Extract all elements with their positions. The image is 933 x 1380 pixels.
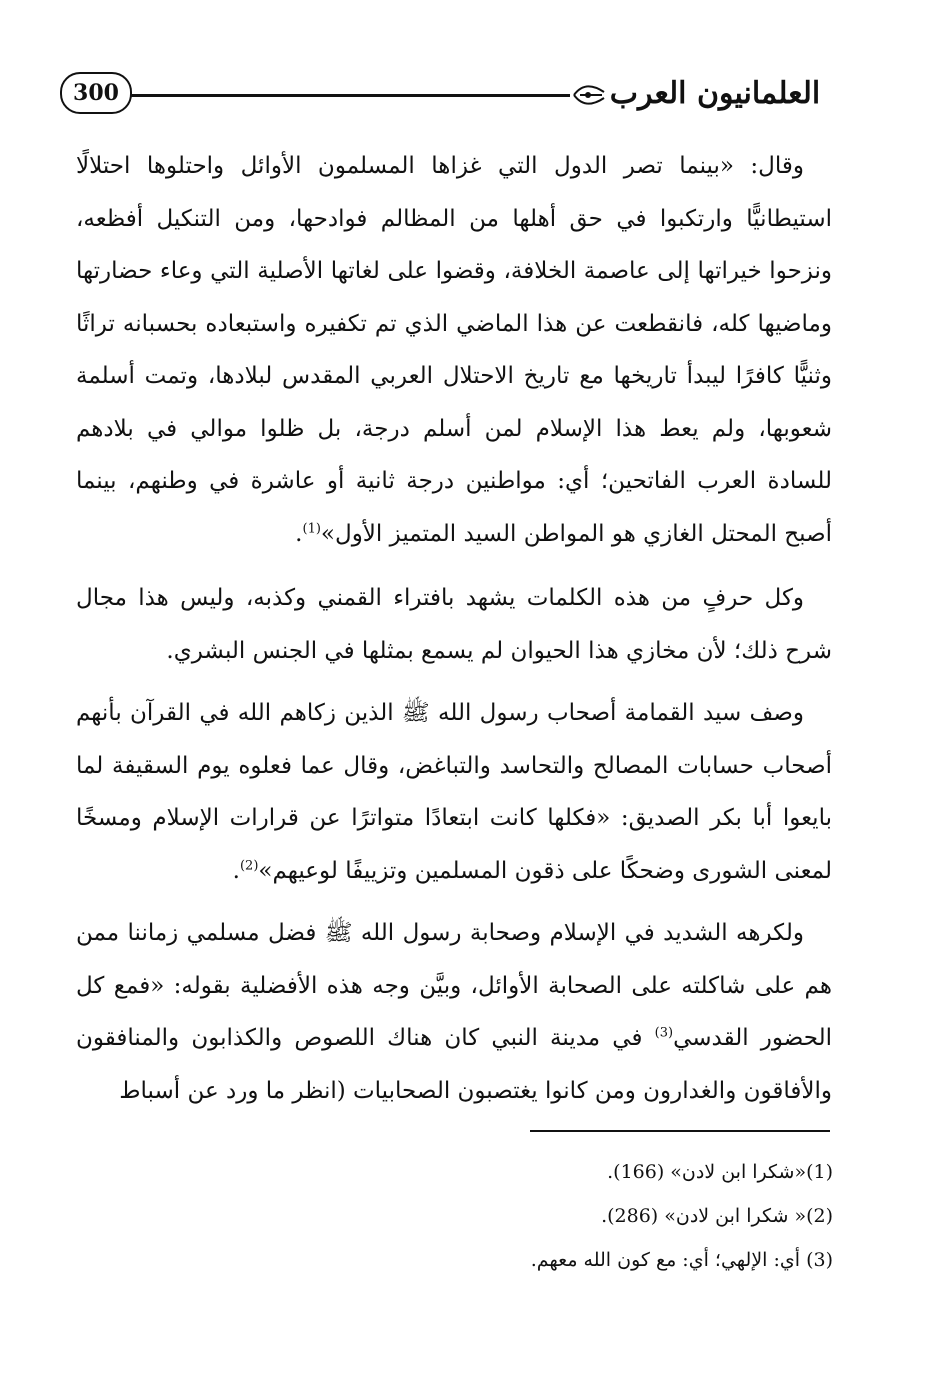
footnote: (1)«شكرا ابن لادن» (166). xyxy=(607,1161,833,1183)
book-title: العلمانيون العرب xyxy=(609,76,821,111)
page-header xyxy=(60,66,830,126)
paragraph-text: وكل حرفٍ من هذه الكلمات يشهد بافتراء القمني وكذبه، وليس هذا مجال شرح ذلك؛ لأن مخازي هذا الحيوان لم يسمع بمثلها في الجنس البشري. xyxy=(76,585,832,664)
header-rule xyxy=(130,94,570,97)
paragraph xyxy=(76,907,832,1117)
paragraph xyxy=(76,572,832,677)
paragraph-end: في مدينة النبي كان هناك اللصوص والكذابون والمنافقون والأفاقون والغدارون ومن كانوا يغتصبون الصحابيات (انظر ما ورد عن أسباط xyxy=(76,1025,832,1104)
main-text xyxy=(76,140,832,1117)
paragraph xyxy=(76,687,832,897)
paragraph-text: ولكرهه الشديد في الإسلام وصحابة رسول الله ﷺ فضل مسلمي زماننا ممن هم على شاكلته على الصحابة الأوائل، وبيَّن وجه هذه الأفضلية بقوله: «فمع كل الحضور القدسي xyxy=(76,920,832,1051)
page-number: 300 xyxy=(60,72,132,114)
paragraph-end: . xyxy=(232,857,240,884)
footnote-ref: (1) xyxy=(302,520,321,536)
footnote-ref: (3) xyxy=(654,1025,674,1041)
paragraph-end: . xyxy=(295,520,303,547)
footnote: (3) أي: الإلهي؛ أي: مع كون الله معهم. xyxy=(530,1249,833,1271)
footnote-separator xyxy=(530,1130,830,1132)
footnote-ref: (2) xyxy=(239,857,259,873)
paragraph-text: وقال: «بينما تصر الدول التي غزاها المسلمون الأوائل واحتلوها احتلالًا استيطانيًّا وارتكبوا في حق أهلها من المظالم فوادحها، ومن التنكيل أفظعه، ونزحوا خيراتها إلى عاصمة الخلافة، وقضوا على لغاتها الأصلية التي وعاء حضارتها وماضيها كله، فانقطعت عن هذا الماضي الذي تم تكفيره واستبعاده بحسبانه تراثًا وثنيًّا كافرًا ليبدأ تاريخها مع تاريخ الاحتلال العربي المقدس لبلادها، وتمت أسلمة شعوبها، ولم يعط هذا الإسلام لمن أسلم درجة، بل ظلوا موالي في بلادهم للسادة العرب الفاتحين؛ أي: مواطنين درجة ثانية أو عاشرة في وطنهم، بينما أصبح المحتل الغازي هو المواطن السيد المتميز الأول» xyxy=(76,153,832,547)
paragraph xyxy=(76,140,832,560)
footnotes xyxy=(233,1150,833,1282)
footnote: (2)« شكرا ابن لادن» (286). xyxy=(601,1205,833,1227)
paragraph-text: وصف سيد القمامة أصحاب رسول الله ﷺ الذين زكاهم الله في القرآن بأنهم أصحاب حسابات المصالح والتحاسد والتباغض، وقال عما فعلوه يوم السقيفة لما بايعوا أبا بكر الصديق: «فكلها كانت ابتعادًا متواترًا عن قرارات الإسلام ومسخًا لمعنى الشورى وضحكًا على ذقون المسلمين وتزييفًا لوعيهم» xyxy=(76,700,832,884)
